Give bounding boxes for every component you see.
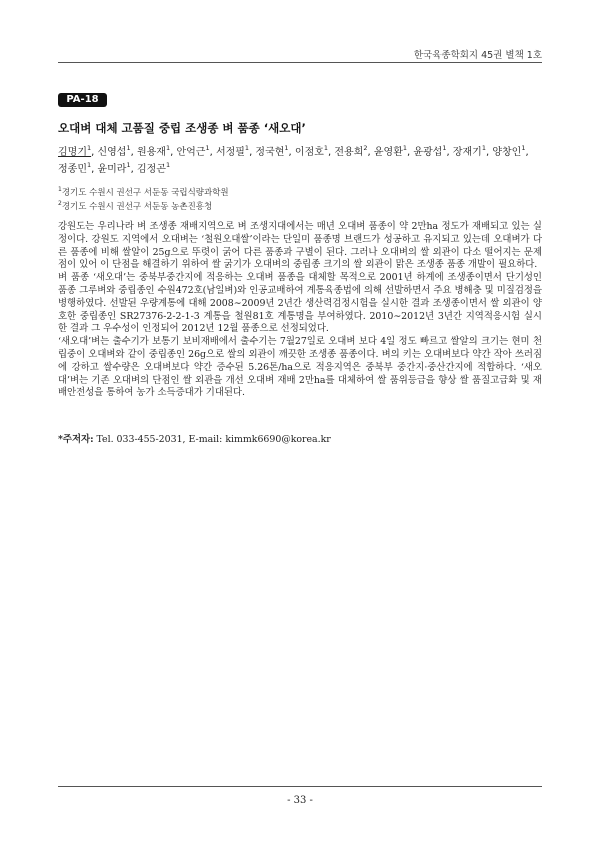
author-name-text: 김명기 [58, 147, 87, 158]
author-affiliation-mark: 1 [481, 144, 486, 152]
abstract-paragraph: 벼 품종 ‘새오대’는 중북부중간지에 적응하는 오대벼 품종을 대체할 목적으로 2001년 하계에 조생종이면서 단기성인 품종 그루벼와 중립종인 수원472호(남일벼)와 인공교배하여 계통육종법에 의해 선발하면서 주요 병해충 및 미질검정을 병행하였다. 선발된 우량계통에 대해 2008∼2009년 2년간 생산력검정시험을 실시한 결과 조생종이면서 쌀 외관이 양호한 중립종인 SR27376-2-2-1-3 계통을 철원81호 계통명을 부여하였다. 2010∼2012년 3년간 지역적응시험 실시한 결과 그 우수성이 인정되어 2012년 12월 품종으로 선정되었다. [58, 272, 542, 335]
author-name [97, 161, 131, 175]
author-name [492, 144, 526, 158]
author-name-text: 양창인 [492, 147, 522, 158]
author-affiliation-mark: 1 [442, 144, 447, 152]
author-affiliation-mark: 1 [244, 144, 250, 152]
author-name [58, 144, 92, 158]
author-name [255, 144, 289, 158]
footer-divider [58, 786, 542, 787]
author-name-text: 윤미라 [97, 164, 127, 175]
abstract-paragraph: 강원도는 우리나라 벼 조생종 재배지역으로 벼 조생지대에서는 매년 오대벼 품종이 약 2만ha 정도가 재배되고 있는 실정이다. 강원도 지역에서 오대벼는 ‘철원오대쌀’이라는 단일미 품종명 브랜드가 성공하고 유지되고 있는데 오대벼가 다른 품종에 비해 쌀알이 25g으로 뚜렷이 굵어 다른 품종과 구별이 된다. 그러나 오대벼의 쌀 외관이 다소 떨어지는 문제점이 있어 이 단점을 해결하기 위하여 쌀 굵기가 오대벼의 중립종 크기의 쌀 외관이 맑은 조생종 품종 개발이 필요하다. [58, 221, 542, 271]
author-affiliation-mark: 1 [323, 144, 329, 152]
author-affiliation-mark: 1 [205, 144, 210, 152]
author-name [97, 144, 131, 158]
affiliation-mark: 1 [58, 186, 62, 193]
author-name-text: 서정필 [215, 147, 245, 158]
author-name-text: 이점호 [294, 147, 324, 158]
author-name-text: 전용희 [334, 147, 364, 158]
author-name-text: 윤영환 [373, 147, 403, 158]
author-name-text: 정종민 [58, 164, 87, 175]
author-name [136, 161, 171, 175]
contact-email: E-mail: kimmk6690@korea.kr [188, 434, 331, 445]
author-affiliation-mark: 1 [165, 144, 171, 152]
author-list: 김명기$^1$, 신영섭$^1$, 원용재$^1$, 안억근$^1$, 서정필$^1$, 정국현$^1$, 이점호$^1$, 전용희$^2$, 윤영환$^1$, 윤광섭$^1$, 장재기$^1$, 양창인$^1$, 정종민$^1$, 윤미라$^1$, 김정곤$^1$ [58, 144, 529, 175]
contact-label: *주저자: [58, 434, 94, 445]
abstract-body [58, 221, 542, 400]
author-name-text: 신영섭 [97, 147, 127, 158]
author-name [413, 144, 447, 158]
author-affiliation-mark: 1 [402, 144, 407, 152]
affiliation-line [58, 186, 229, 200]
abstract-paragraph: ‘새오대’벼는 출수기가 보통기 보비재배에서 출수기는 7월27일로 오대벼 보다 4일 정도 빠르고 쌀알의 크기는 현미 천립중이 오대벼와 같이 중립종인 26g으로 쌀의 외관이 깨끗한 조생종 품종이다. 벼의 키는 오대벼보다 약간 작아 쓰러짐에 강하고 쌀수량은 오대벼보다 약간 증수된 5.26톤/ha으로 적응지역은 중북부 중간지·중산간지에 적합하다. ‘새오대’벼는 기존 오대벼의 단점인 쌀 외관을 개선 오대벼 재배 2만ha를 대체하여 쌀 품위등급을 향상 쌀 품질고급화 및 재배안전성을 통하여 농가 소득증대가 기대된다. [58, 336, 542, 399]
author-name [294, 144, 329, 158]
affiliation-line [58, 200, 229, 214]
author-name [452, 144, 486, 158]
author-name [176, 144, 210, 158]
author-name-text: 김정곤 [136, 164, 166, 175]
corresponding-author [58, 431, 331, 445]
author-affiliation-mark: 1 [521, 144, 526, 152]
author-name [373, 144, 407, 158]
affiliation-text: 경기도 수원시 권선구 서둔동 국립식량과학원 [61, 188, 229, 198]
contact-tel: Tel. 033-455-2031, [96, 434, 186, 445]
author-affiliation-mark: 2 [363, 144, 368, 152]
author-name-text: 윤광섭 [413, 147, 443, 158]
author-name [58, 161, 92, 175]
author-name-text: 안억근 [176, 147, 206, 158]
author-affiliation-mark: 1 [126, 144, 131, 152]
author-affiliation-mark: 1 [284, 144, 289, 152]
author-affiliation-mark: 1 [86, 161, 92, 169]
author-affiliation-mark: 1 [165, 161, 171, 169]
author-affiliation-mark: 1 [126, 161, 131, 169]
paper-title: 오대벼 대체 고품질 중립 조생종 벼 품종 ‘새오대’ [58, 121, 306, 135]
affiliation-list [58, 186, 229, 214]
page-number: - 33 - [287, 795, 313, 806]
author-name-text: 장재기 [452, 147, 482, 158]
author-name-text: 원용재 [136, 147, 166, 158]
author-name [136, 144, 171, 158]
affiliation-mark: 2 [58, 200, 62, 207]
author-name [334, 144, 368, 158]
journal-header: 한국육종학회지 45권 별책 1호 [413, 50, 542, 61]
affiliation-text: 경기도 수원시 권선구 서둔동 농촌진흥청 [61, 202, 213, 212]
poster-id-badge: PA-18 [58, 93, 107, 107]
author-name-text: 정국현 [255, 147, 285, 158]
author-affiliation-mark: 1 [86, 144, 92, 152]
author-name [215, 144, 250, 158]
header-divider [58, 62, 542, 63]
